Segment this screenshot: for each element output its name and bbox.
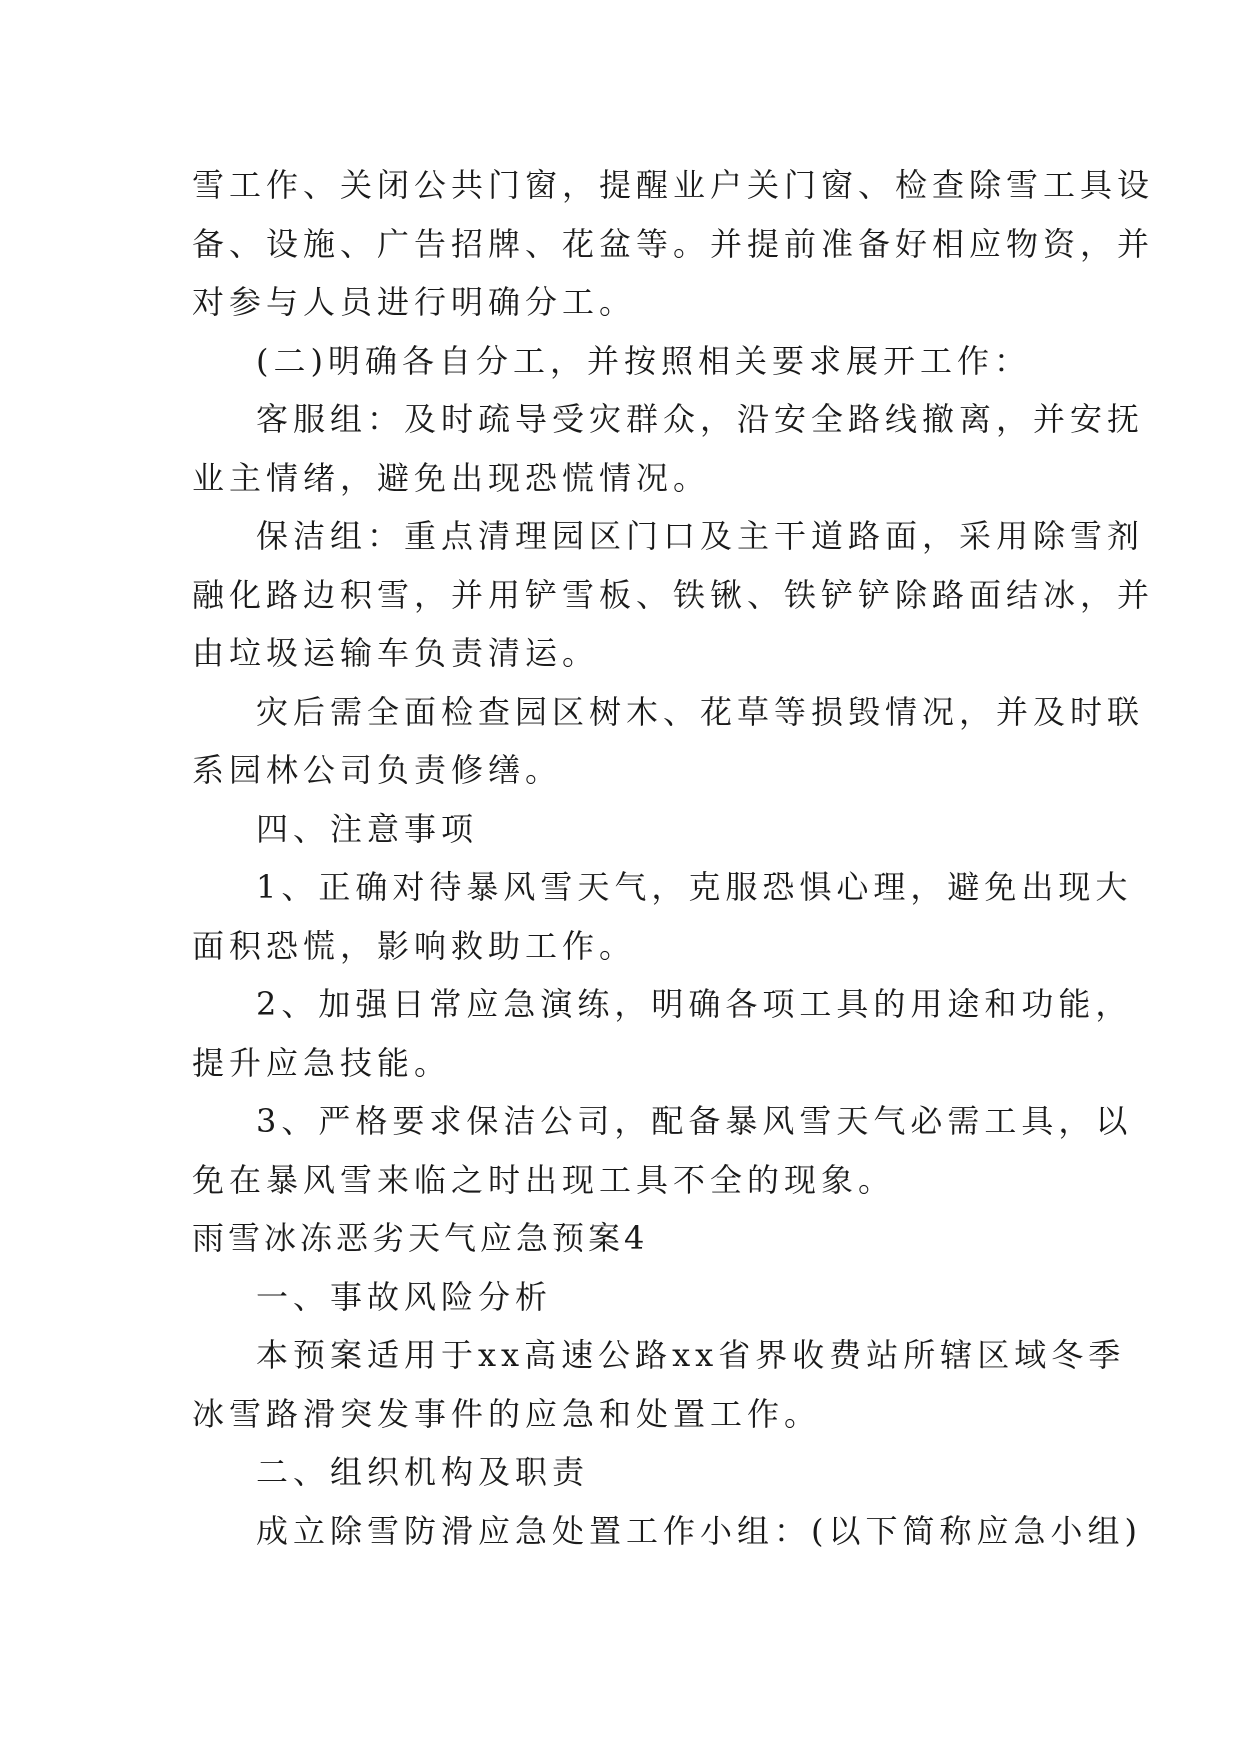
section-heading-risk: 一、事故风险分析: [256, 1277, 553, 1316]
text-line-1: 雪工作、关闭公共门窗，提醒业户关门窗、检查除雪工具设: [192, 166, 1155, 204]
text-line-11: 系园林公司负责修缮。: [192, 751, 563, 789]
text-line-17: 3、严格要求保洁公司，配备暴风雪天气必需工具，以: [256, 1102, 1133, 1140]
text-line-9: 由垃圾运输车负责清运。: [192, 634, 600, 672]
text-line-14: 面积恐慌，影响救助工作。: [192, 926, 637, 965]
text-line-5: 客服组：及时疏导受灾群众，沿安全路线撤离，并安抚: [256, 400, 1145, 438]
text-line-10: 灾后需全面检查园区树木、花草等损毁情况，并及时联: [256, 692, 1145, 731]
text-line-6: 业主情绪，避免出现恐慌情况。: [192, 458, 711, 497]
section-heading-notes: 四、注意事项: [256, 809, 479, 848]
text-line-8: 融化路边积雪，并用铲雪板、铁锹、铁铲铲除路面结冰，并: [192, 575, 1155, 614]
plan-title: 雨雪冰冻恶劣天气应急预案4: [192, 1219, 649, 1257]
text-line-18: 免在暴风雪来临之时出现工具不全的现象。: [192, 1160, 896, 1199]
text-line-15: 2、加强日常应急演练，明确各项工具的用途和功能，: [256, 985, 1133, 1023]
text-line-4: (二)明确各自分工，并按照相关要求展开工作：: [256, 341, 1031, 380]
text-line-24: 成立除雪防滑应急处置工作小组：(以下简称应急小组): [256, 1511, 1142, 1550]
text-line-16: 提升应急技能。: [192, 1043, 452, 1082]
text-line-21: 本预案适用于xx高速公路xx省界收费站所辖区域冬季: [256, 1336, 1126, 1374]
document-page: [192, 156, 1155, 1560]
text-line-7: 保洁组：重点清理园区门口及主干道路面，采用除雪剂: [256, 517, 1145, 555]
text-line-2: 备、设施、广告招牌、花盆等。并提前准备好相应物资，并: [192, 224, 1155, 263]
text-line-13: 1、正确对待暴风雪天气，克服恐惧心理，避免出现大: [256, 868, 1133, 906]
text-line-22: 冰雪路滑突发事件的应急和处置工作。: [192, 1394, 822, 1433]
text-line-3: 对参与人员进行明确分工。: [192, 283, 637, 321]
section-heading-organization: 二、组织机构及职责: [256, 1453, 590, 1491]
